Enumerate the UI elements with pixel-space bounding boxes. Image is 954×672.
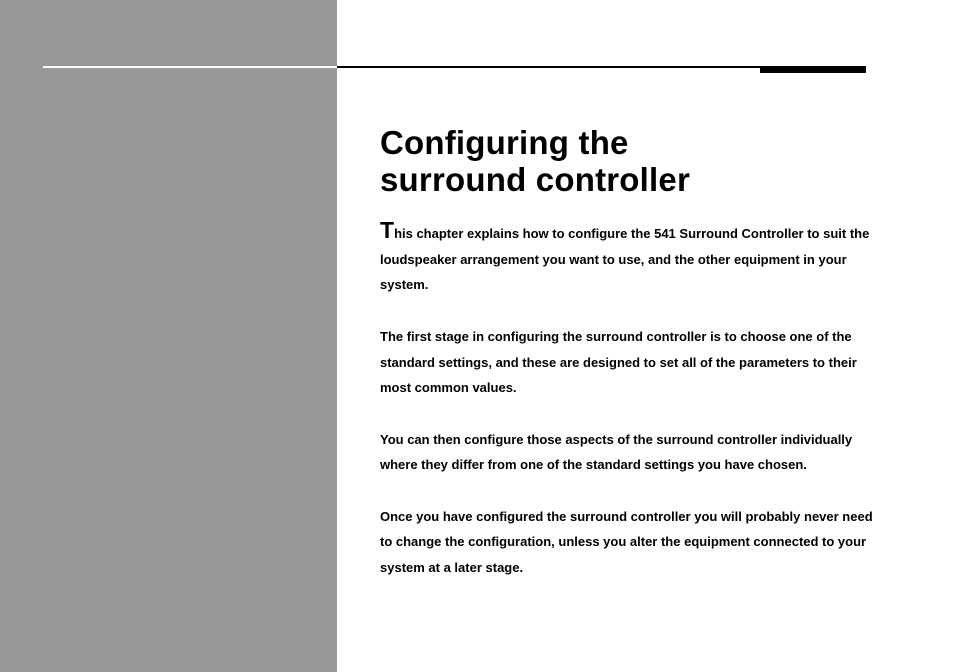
- paragraph-final-note: Once you have configured the surround controller you will probably never need to change the configuration, unless you alter the equipment connected to your system at a later stage.: [380, 508, 873, 576]
- sidebar-panel: [0, 0, 337, 672]
- page-title: [380, 124, 880, 198]
- header-rule-dark: [337, 66, 760, 68]
- drop-cap: T: [380, 217, 395, 243]
- header-rule-thick: [760, 66, 866, 73]
- paragraph-individual-config: You can then configure those aspects of the surround controller individually where they differ from one of the standard settings you have chosen.: [380, 431, 853, 473]
- paragraph-standard-settings: The first stage in configuring the surround controller is to choose one of the standard settings, and these are designed to set all of the parameters to their most common values.: [380, 328, 857, 396]
- intro-paragraph-text: his chapter explains how to configure the 541 Surround Controller to suit the loudspeaker arrangement you want to use, and the other equipment in your system.: [380, 226, 870, 293]
- main-content: [380, 124, 880, 581]
- page-title-line-1: Configuring the: [380, 124, 629, 161]
- header-rule-light: [43, 66, 337, 68]
- page-title-line-2: surround controller: [380, 161, 690, 198]
- intro-paragraph: [380, 219, 880, 298]
